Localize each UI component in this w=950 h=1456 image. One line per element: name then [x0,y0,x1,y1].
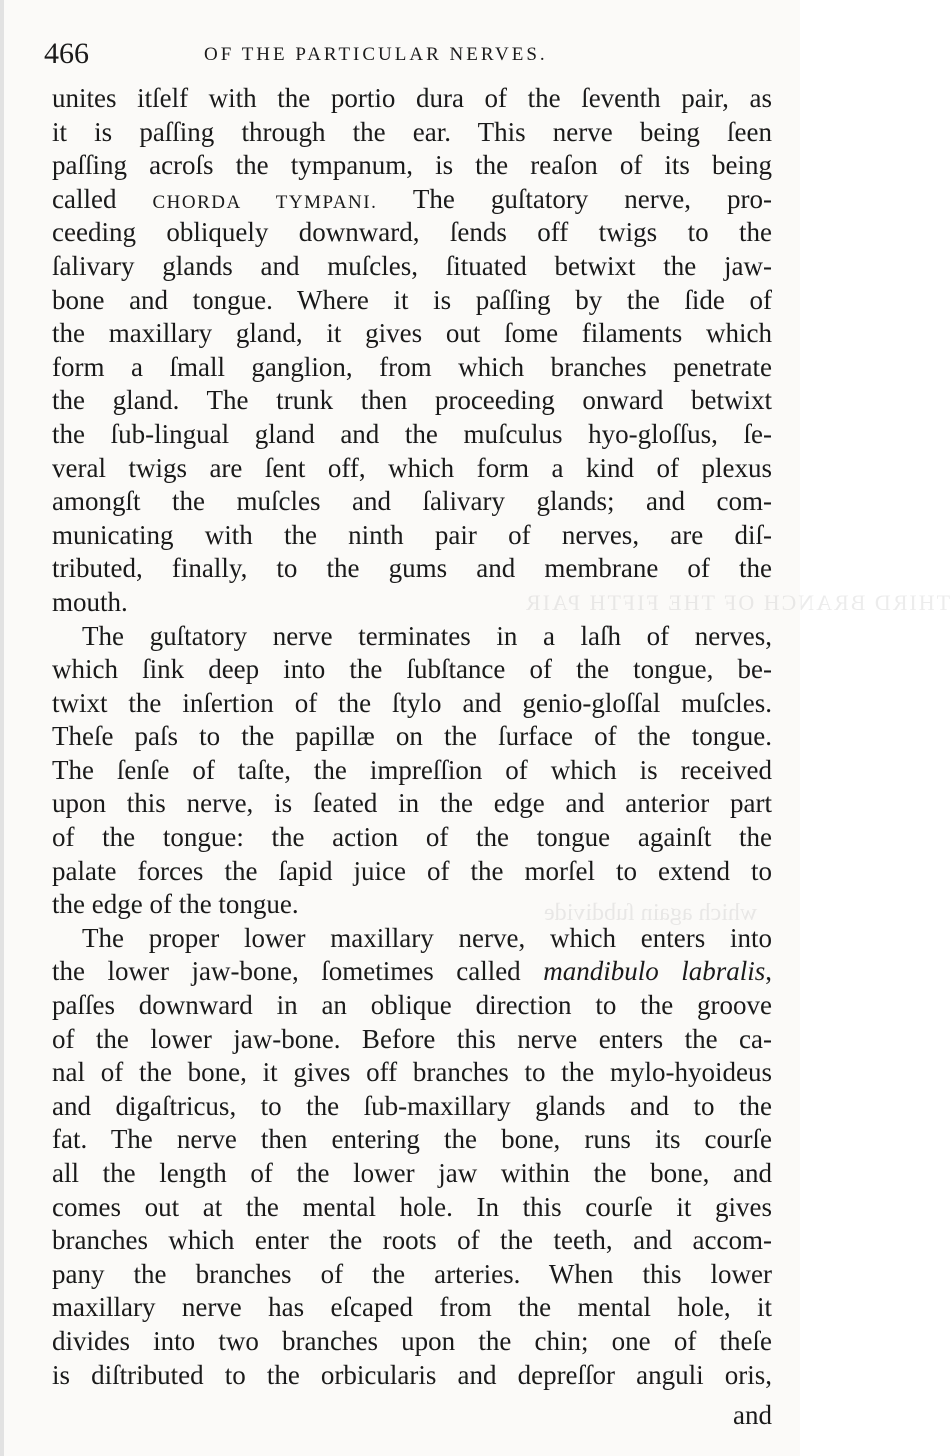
text-line: mouth. [52,586,128,617]
text-line: branches which enter the roots of the teeth, and accom- [52,1225,772,1256]
text-line: paſſing acroſs the tympanum, is the reaſon of its being [52,150,772,181]
small-caps-term: CHORDA TYMPANI. [152,191,378,213]
text-line: fat. The nerve then entering the bone, runs its courſe [52,1124,772,1155]
text-run: The guſtatory nerve, pro- [377,183,772,214]
text-line: The ſenſe of taſte, the impreſſion of which is received [52,754,772,785]
text-line: all the length of the lower jaw within the bone, and [52,1158,772,1188]
text-line: ſalivary glands and muſcles, ſituated betwixt the jaw- [52,250,772,281]
text-line: municating with the ninth pair of nerves, are diſ- [52,519,772,550]
text-line: unites itſelf with the portio dura of the ſeventh pair, as [52,83,772,113]
text-line: of the lower jaw-bone. Before this nerve enters the ca- [52,1023,772,1054]
text-run: the lower jaw-bone, ſometimes called [52,956,544,987]
page-footer [52,1398,772,1432]
text-line: form a ſmall ganglion, from which branches penetrate [52,351,772,382]
text-line: paſſes downward in an oblique direction to the groove [52,990,772,1021]
text-line: of the tongue: the action of the tongue againſt the [52,822,772,853]
text-line: amongſt the muſcles and ſalivary glands; and com- [52,486,772,517]
text-line: palate forces the ſapid juice of the morſel to extend to [52,855,772,886]
text-line: bone and tongue. Where it is paſſing by the ſide of [52,284,772,315]
text-line: the ſub-lingual gland and the muſculus hyo-gloſſus, ſe- [52,418,772,449]
text-line: maxillary nerve has eſcaped from the mental hole, it [52,1292,772,1323]
text-line: Theſe paſs to the papillæ on the ſurface of the tongue. [52,721,772,752]
text-line: the edge of the tongue. [52,889,299,920]
body-text [52,82,772,1392]
text-run: , [765,956,772,987]
text-run: called [52,183,153,214]
text-line: it is paſſing through the ear. This nerve being ſeen [52,116,772,147]
italic-term: mandibulo labralis [543,956,766,987]
text-line [52,183,772,217]
text-line: tributed, finally, to the gums and membrane of the [52,553,772,584]
text-line: and digaſtricus, to the ſub-maxillary glands and to the [52,1090,772,1121]
text-line: nal of the bone, it gives off branches to the mylo-hyoideus [52,1057,772,1088]
text-line: pany the branches of the arteries. When this lower [52,1258,772,1289]
text-line: veral twigs are ſent off, which form a kind of plexus [52,452,772,483]
text-line: is diſtributed to the orbicularis and depreſſor anguli oris, [52,1359,772,1390]
page-number: 466 [44,37,89,70]
text-line: upon this nerve, is ſeated in the edge and anterior part [52,788,772,819]
page-header [44,34,784,74]
text-line: ceeding obliquely downward, ſends off twigs to the [52,217,772,248]
running-head: OF THE PARTICULAR NERVES. [204,44,548,65]
text-line: The guſtatory nerve terminates in a laſh of nerves, [82,620,772,651]
text-line: divides into two branches upon the chin; one of theſe [52,1325,772,1356]
text-line: The proper lower maxillary nerve, which enters into [82,922,772,953]
text-line [52,955,772,989]
text-line: twixt the inſertion of the ſtylo and genio-gloſſal muſcles. [52,687,772,718]
text-line: which ſink deep into the ſubſtance of the tongue, be- [52,654,772,685]
text-line: the gland. The trunk then proceeding onward betwixt [52,385,772,416]
show-through-text: which again ſubdivide [544,900,758,926]
show-through-text: THIRD BRANCH OF THE FIFTH PAIR [524,590,950,615]
text-line: comes out at the mental hole. In this courſe it gives [52,1191,772,1222]
text-line: the maxillary gland, it gives out ſome filaments which [52,318,772,349]
catchword: and [733,1400,772,1430]
